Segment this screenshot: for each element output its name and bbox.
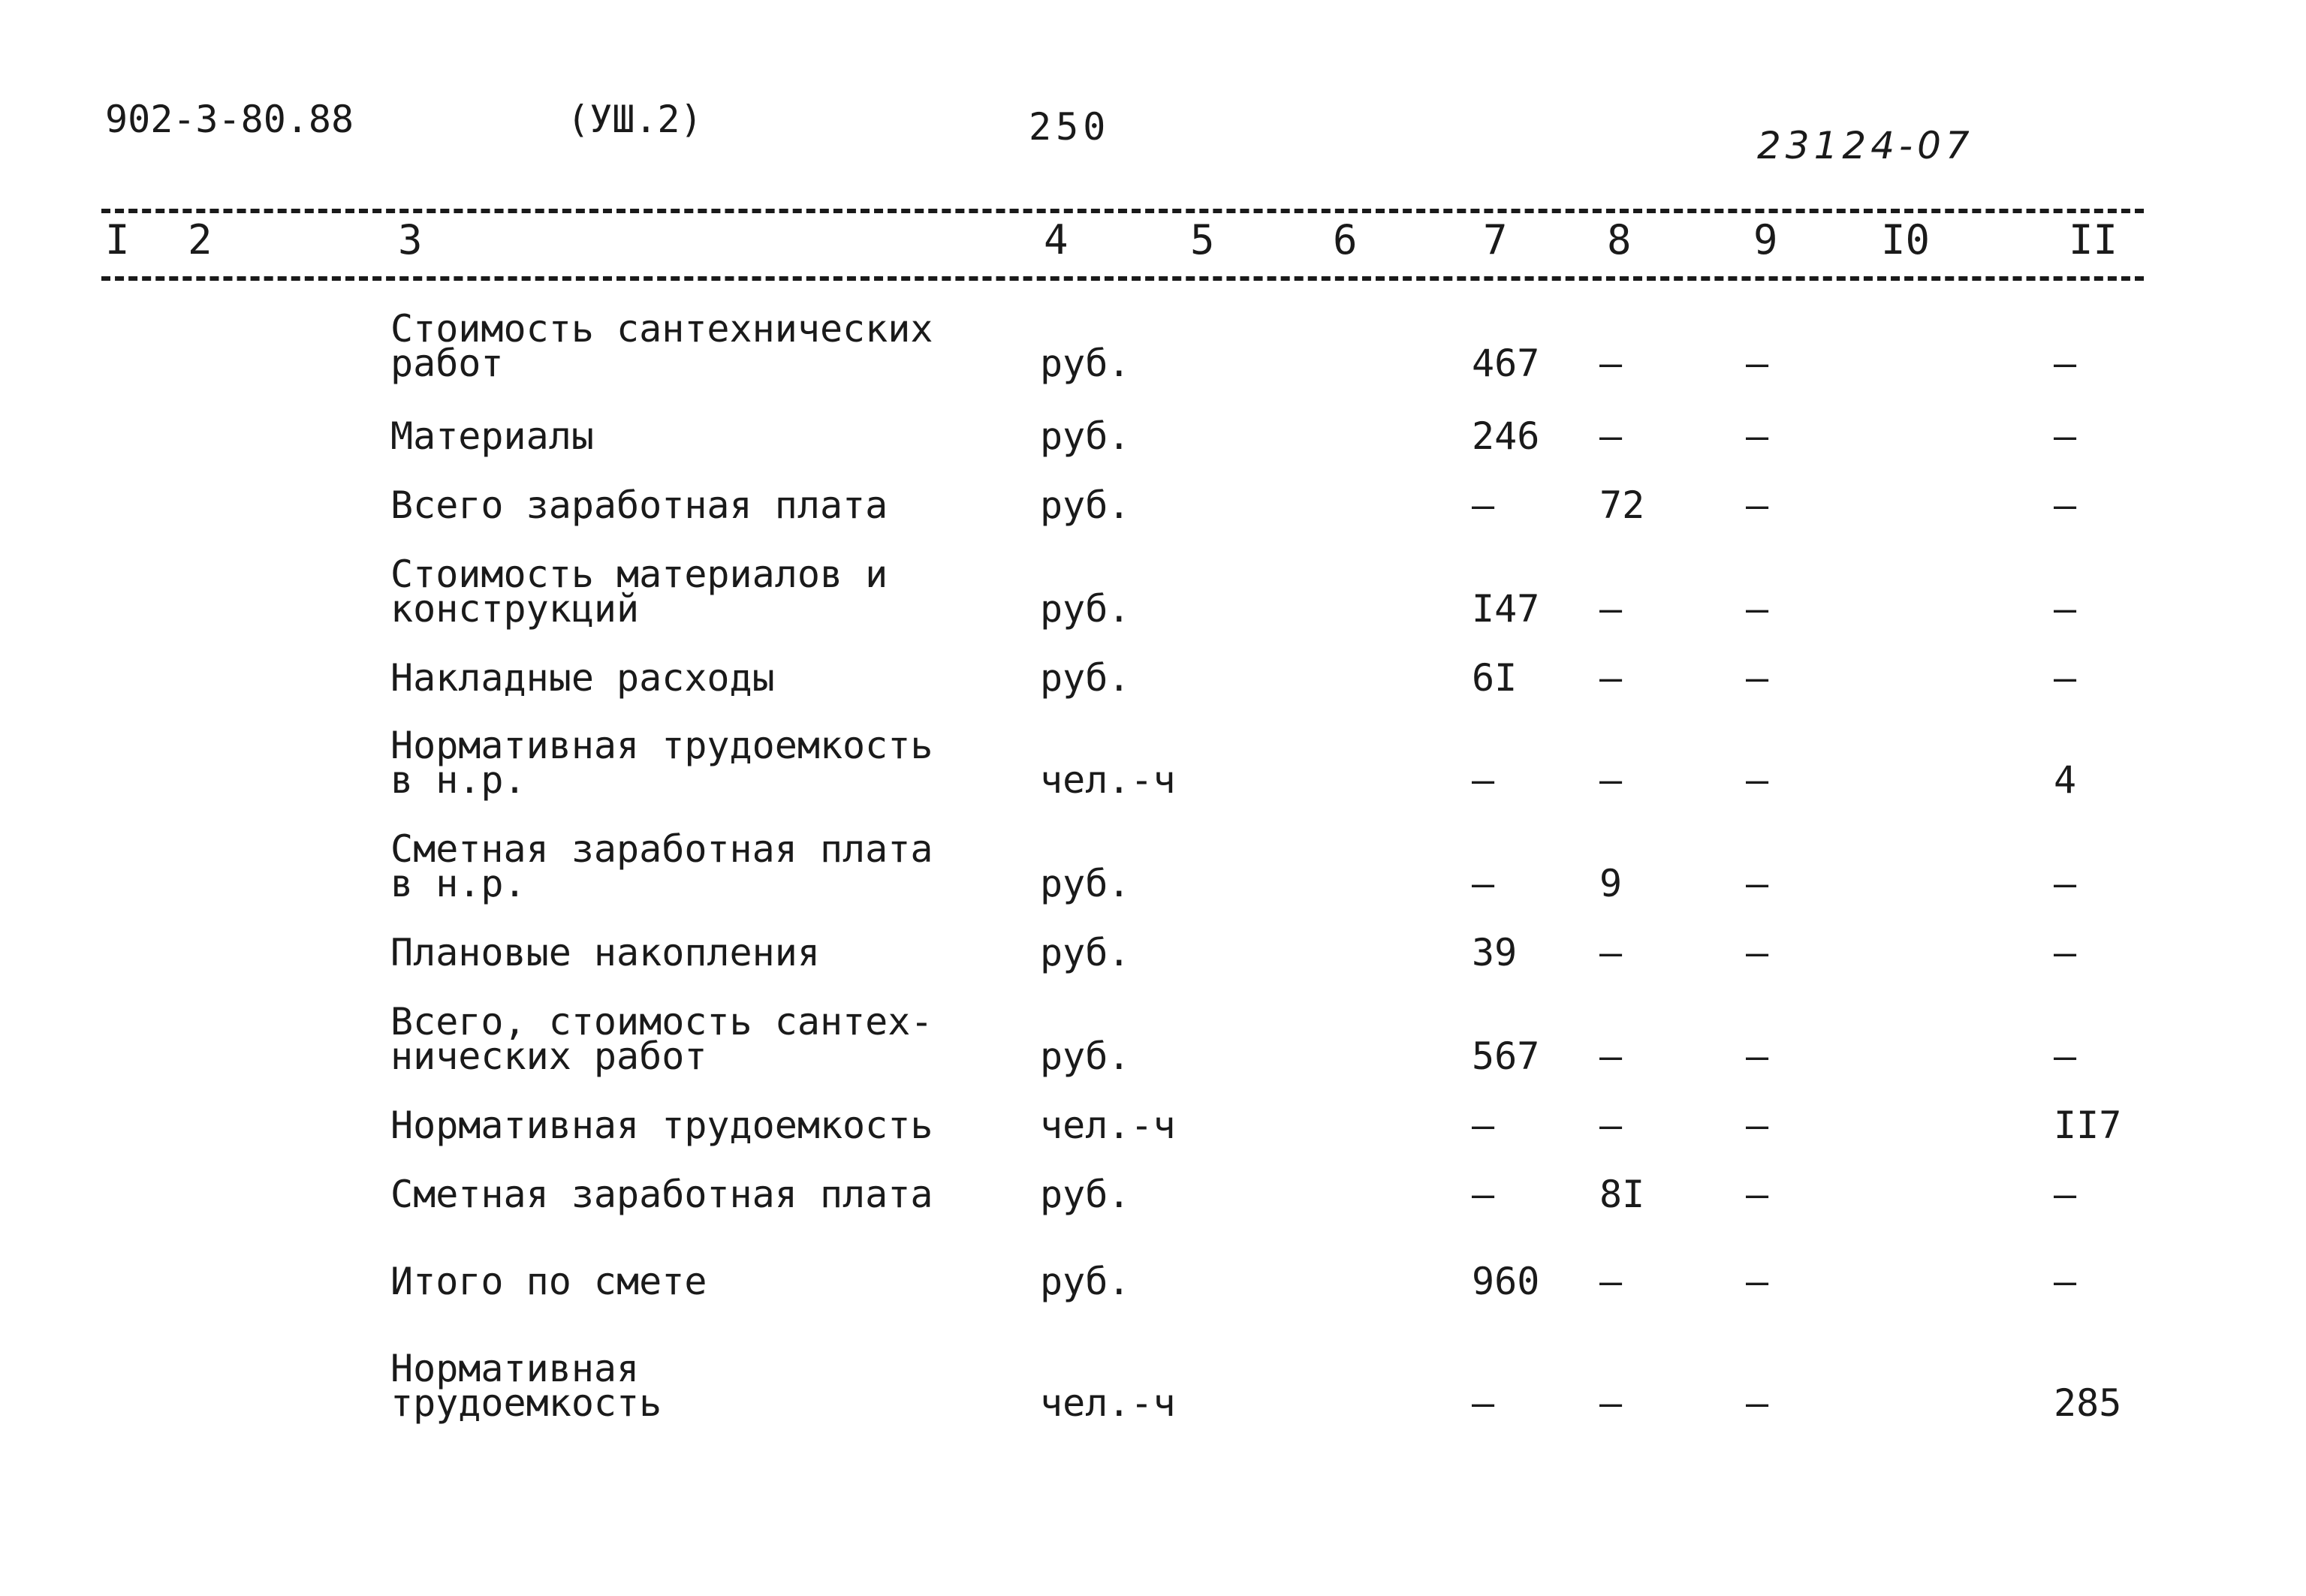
- row-col9-value: –: [1746, 862, 1769, 905]
- row-col9-value: –: [1746, 342, 1769, 385]
- col-number-2: 2: [188, 216, 213, 263]
- header-top-rule: [101, 209, 2144, 213]
- row-unit: руб.: [1040, 931, 1131, 974]
- row-col7-value: 960: [1472, 1260, 1540, 1303]
- row-col7-value: –: [1472, 758, 1495, 802]
- row-description: Сметная заработная плата в н.р.: [390, 827, 933, 905]
- col-number-7: 7: [1483, 216, 1508, 263]
- col-number-9: 9: [1753, 216, 1778, 263]
- row-col9-value: –: [1746, 1034, 1769, 1078]
- row-unit: чел.-ч: [1040, 1104, 1176, 1147]
- document-code: 902-3-80.88: [105, 98, 354, 141]
- row-unit: руб.: [1040, 1260, 1131, 1303]
- row-col8-value: –: [1599, 931, 1623, 974]
- row-unit: руб.: [1040, 1034, 1131, 1078]
- row-col8-value: –: [1599, 1260, 1623, 1303]
- row-col8-value: 72: [1599, 483, 1645, 527]
- row-unit: чел.-ч: [1040, 758, 1176, 802]
- row-col11-value: –: [2054, 1173, 2077, 1216]
- row-col11-value: –: [2054, 414, 2077, 458]
- row-col9-value: –: [1746, 758, 1769, 802]
- row-col7-value: 6I: [1472, 656, 1518, 700]
- row-description: Нормативная трудоемкость: [390, 1347, 662, 1425]
- table-row: [0, 931, 2306, 974]
- row-col8-value: 8I: [1599, 1173, 1645, 1216]
- row-col8-value: –: [1599, 414, 1623, 458]
- row-description: Итого по смете: [390, 1260, 707, 1303]
- row-unit: руб.: [1040, 342, 1131, 385]
- row-col9-value: –: [1746, 931, 1769, 974]
- row-col8-value: –: [1599, 342, 1623, 385]
- row-col7-value: 467: [1472, 342, 1540, 385]
- row-description: Плановые накопления: [390, 931, 820, 974]
- row-unit: чел.-ч: [1040, 1381, 1176, 1425]
- row-unit: руб.: [1040, 862, 1131, 905]
- handwritten-stamp-number: 23124-07: [1757, 124, 1974, 167]
- row-col11-value: –: [2054, 862, 2077, 905]
- row-col11-value: –: [2054, 1260, 2077, 1303]
- row-col11-value: 4: [2054, 758, 2077, 802]
- row-col9-value: –: [1746, 414, 1769, 458]
- row-col9-value: –: [1746, 1104, 1769, 1147]
- row-col7-value: 39: [1472, 931, 1518, 974]
- col-number-10: I0: [1881, 216, 1931, 263]
- row-description: Материалы: [390, 414, 594, 458]
- row-unit: руб.: [1040, 1173, 1131, 1216]
- row-col11-value: –: [2054, 656, 2077, 700]
- col-number-3: 3: [398, 216, 423, 263]
- table-row: [0, 724, 2306, 802]
- row-description: Накладные расходы: [390, 656, 775, 700]
- row-description: Всего заработная плата: [390, 483, 888, 527]
- page-number: 250: [1029, 105, 1111, 149]
- row-col7-value: I47: [1472, 587, 1540, 631]
- row-col8-value: –: [1599, 587, 1623, 631]
- row-col9-value: –: [1746, 587, 1769, 631]
- table-row: [0, 1000, 2306, 1078]
- row-col8-value: –: [1599, 1104, 1623, 1147]
- row-col11-value: II7: [2054, 1104, 2122, 1147]
- row-col11-value: –: [2054, 587, 2077, 631]
- row-col9-value: –: [1746, 1381, 1769, 1425]
- row-col9-value: –: [1746, 1173, 1769, 1216]
- row-col7-value: –: [1472, 1104, 1495, 1147]
- table-row: [0, 1260, 2306, 1303]
- row-description: Сметная заработная плата: [390, 1173, 933, 1216]
- col-number-8: 8: [1607, 216, 1632, 263]
- row-unit: руб.: [1040, 656, 1131, 700]
- table-row: [0, 1347, 2306, 1425]
- row-col7-value: –: [1472, 483, 1495, 527]
- row-col11-value: –: [2054, 483, 2077, 527]
- row-col7-value: 567: [1472, 1034, 1540, 1078]
- table-row: [0, 1173, 2306, 1216]
- row-col7-value: –: [1472, 1381, 1495, 1425]
- row-col9-value: –: [1746, 483, 1769, 527]
- col-number-4: 4: [1044, 216, 1069, 263]
- row-description: Стоимость сантехнических работ: [390, 307, 933, 385]
- table-row: [0, 307, 2306, 385]
- row-col8-value: 9: [1599, 862, 1623, 905]
- table-row: [0, 1104, 2306, 1147]
- row-description: Нормативная трудоемкость: [390, 1104, 933, 1147]
- table-row: [0, 414, 2306, 458]
- row-unit: руб.: [1040, 483, 1131, 527]
- row-col8-value: –: [1599, 1381, 1623, 1425]
- row-col11-value: 285: [2054, 1381, 2122, 1425]
- row-col8-value: –: [1599, 758, 1623, 802]
- row-description: Всего, стоимость сантех- нических работ: [390, 1000, 933, 1078]
- col-number-5: 5: [1190, 216, 1215, 263]
- table-row: [0, 827, 2306, 905]
- row-col11-value: –: [2054, 931, 2077, 974]
- col-number-6: 6: [1333, 216, 1358, 263]
- table-row: [0, 483, 2306, 527]
- row-col11-value: –: [2054, 342, 2077, 385]
- row-col9-value: –: [1746, 1260, 1769, 1303]
- row-col8-value: –: [1599, 656, 1623, 700]
- row-col9-value: –: [1746, 656, 1769, 700]
- section-label: (УШ.2): [567, 98, 703, 141]
- row-col7-value: –: [1472, 1173, 1495, 1216]
- header-bottom-rule: [101, 276, 2144, 281]
- col-number-11: II: [2069, 216, 2118, 263]
- row-unit: руб.: [1040, 414, 1131, 458]
- row-unit: руб.: [1040, 587, 1131, 631]
- col-number-1: I: [105, 216, 130, 263]
- table-row: [0, 553, 2306, 631]
- row-col7-value: –: [1472, 862, 1495, 905]
- row-col7-value: 246: [1472, 414, 1540, 458]
- row-description: Нормативная трудоемкость в н.р.: [390, 724, 933, 802]
- row-description: Стоимость материалов и конструкций: [390, 553, 888, 631]
- row-col11-value: –: [2054, 1034, 2077, 1078]
- row-col8-value: –: [1599, 1034, 1623, 1078]
